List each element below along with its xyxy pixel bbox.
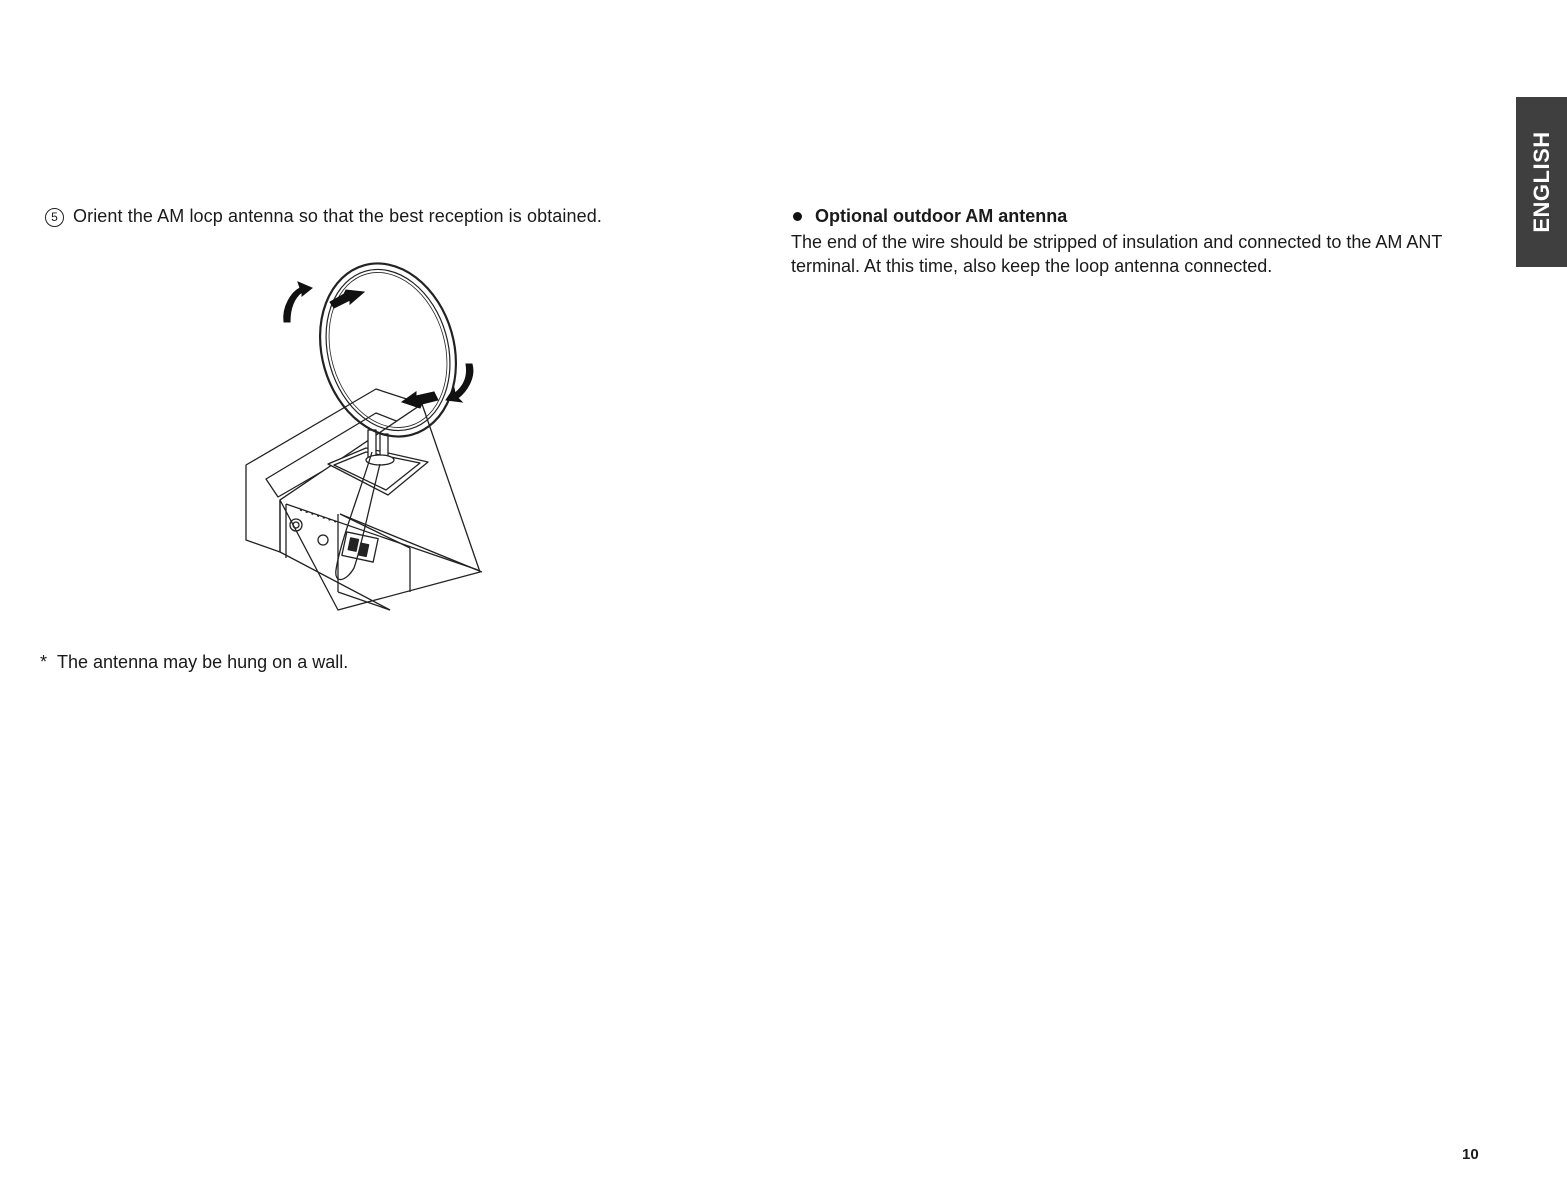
page-number: 10 xyxy=(1462,1146,1479,1163)
receiver-unit xyxy=(246,389,482,610)
bullet-icon xyxy=(793,212,802,221)
step-text: Orient the AM locp antenna so that the best reception is obtained. xyxy=(73,206,602,226)
loop-antenna-drawing xyxy=(240,252,500,617)
outdoor-antenna-section xyxy=(791,205,1471,278)
instruction-step xyxy=(45,204,602,228)
section-heading xyxy=(791,205,1471,227)
section-body: The end of the wire should be stripped of insulation and connected to the AM ANT terminal. At this time, also keep the loop antenna connected. xyxy=(791,232,1443,276)
asterisk: * xyxy=(40,652,48,672)
footnote xyxy=(40,650,348,674)
language-tab xyxy=(1516,97,1567,267)
antenna-illustration xyxy=(240,252,500,617)
footnote-text: The antenna may be hung on a wall. xyxy=(57,652,349,672)
language-tab-label: ENGLISH xyxy=(1528,131,1554,233)
section-heading-text: Optional outdoor AM antenna xyxy=(815,206,1068,226)
step-number-circle: 5 xyxy=(45,208,64,227)
